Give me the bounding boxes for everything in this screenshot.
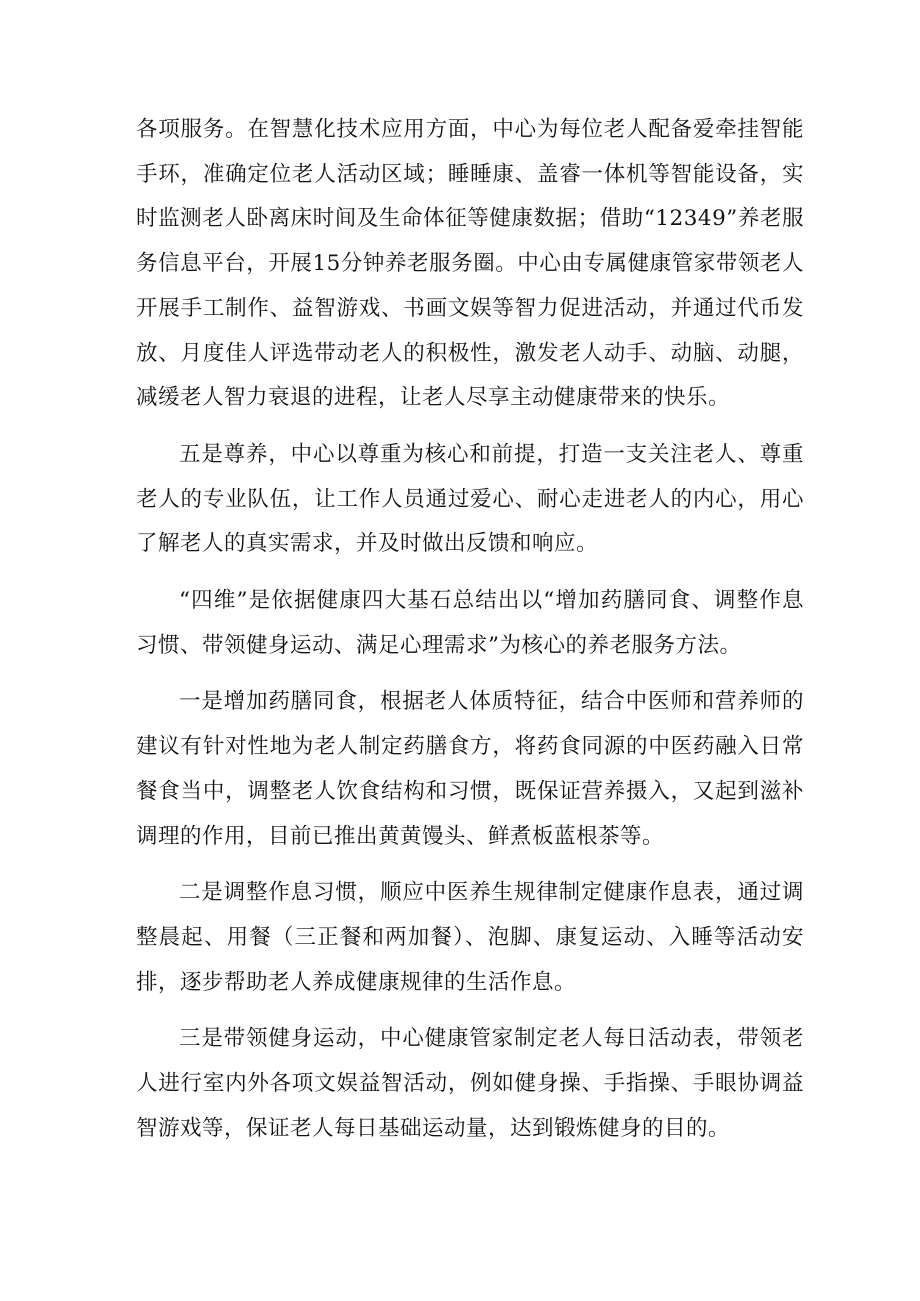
document-body: [136, 108, 804, 1151]
paragraph-four-dimensions: “四维”是依据健康四大基石总结出以“增加药膳同食、调整作息习惯、带领健身运动、满足心理需求”为核心的养老服务方法。: [136, 588, 804, 658]
paragraph-fitness-exercise: 三是带领健身运动，中心健康管家制定老人每日活动表，带领老人进行室内外各项文娱益智活动，例如健身操、手指操、手眼协调益智游戏等，保证老人每日基础运动量，达到锻炼健身的目的。: [136, 1026, 804, 1141]
paragraph-medicinal-diet: 一是增加药膳同食，根据老人体质特征，结合中医师和营养师的建议有针对性地为老人制定药膳食方，将药食同源的中医药融入日常餐食当中，调整老人饮食结构和习惯，既保证营养摄入，又起到滋补调理的作用，目前已推出黄黄馒头、鲜煮板蓝根茶等。: [136, 689, 804, 849]
paragraph-continued-services: 各项服务。在智慧化技术应用方面，中心为每位老人配备爱牵挂智能手环，准确定位老人活动区域；睡睡康、盖睿一体机等智能设备，实时监测老人卧离床时间及生命体征等健康数据；借助“12349”养老服务信息平台，开展15分钟养老服务圈。中心由专属健康管家带领老人开展手工制作、益智游戏、书画文娱等智力促进活动，并通过代币发放、月度佳人评选带动老人的积极性，激发老人动手、动脑、动腿，减缓老人智力衰退的进程，让老人尽享主动健康带来的快乐。: [136, 117, 804, 411]
paragraph-respect-care: 五是尊养，中心以尊重为核心和前提，打造一支关注老人、尊重老人的专业队伍，让工作人员通过爱心、耐心走进老人的内心，用心了解老人的真实需求，并及时做出反馈和响应。: [136, 441, 804, 557]
paragraph-daily-routine: 二是调整作息习惯，顺应中医养生规律制定健康作息表，通过调整晨起、用餐（三正餐和两加餐）、泡脚、康复运动、入睡等活动安排，逐步帮助老人养成健康规律的生活作息。: [136, 880, 804, 995]
